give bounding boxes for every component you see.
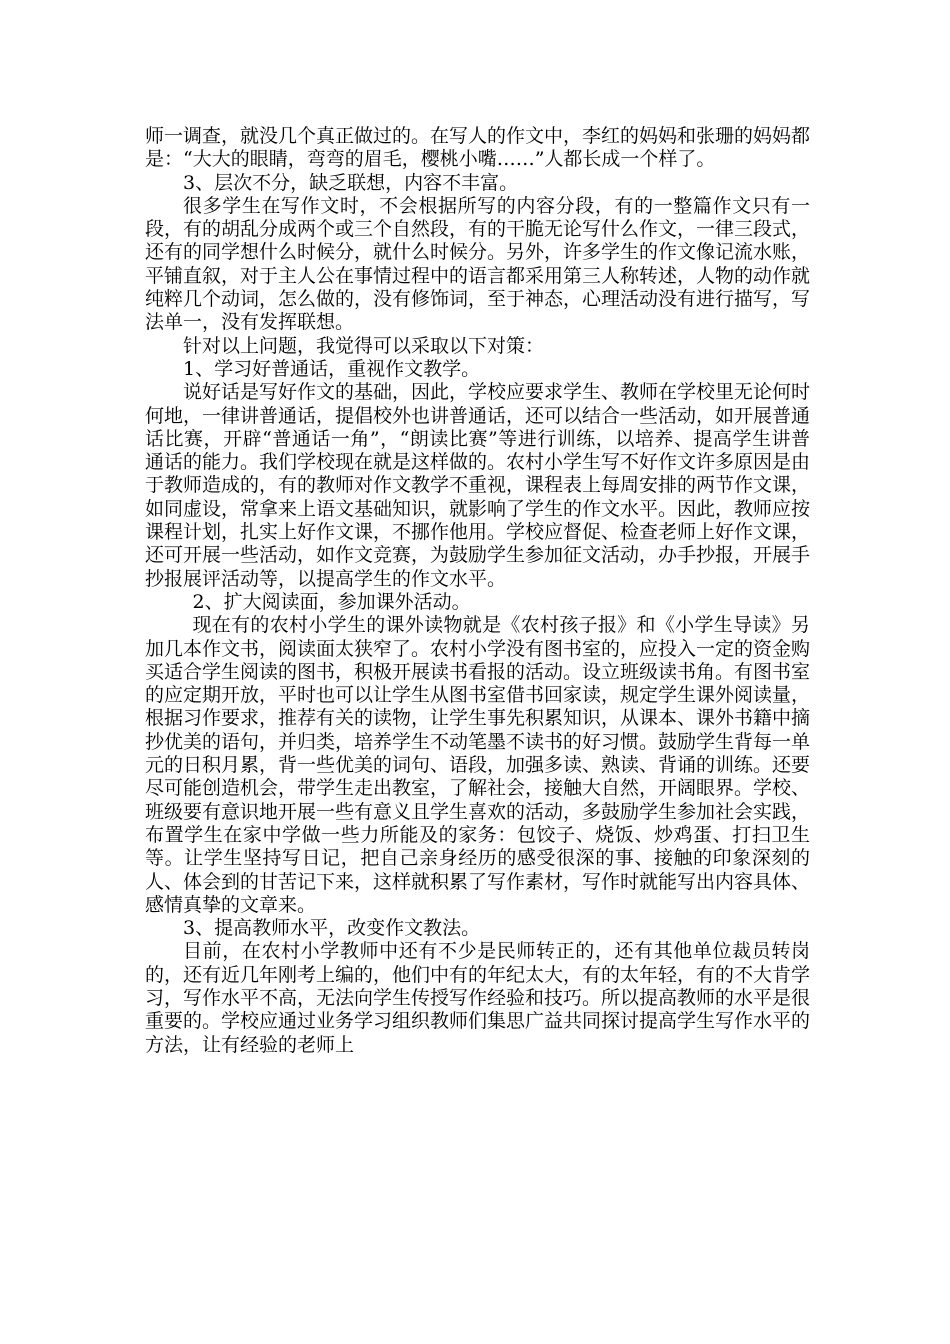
paragraph-measure-3: 目前，在农村小学教师中还有不少是民师转正的，还有其他单位裁员转岗的，还有近几年刚考上编的，他们中有的年纪太大，有的太年轻，有的不大肯学习，写作水平不高，无法向学生传授写作经验和技巧。所以提高教师的水平是很重要的。学校应通过业务学习组织教师们集思广益共同探讨提高学生写作水平的方法，让有经验的老师上 — [145, 940, 811, 1056]
paragraph-measure-2: 现在有的农村小学生的课外读物就是《农村孩子报》和《小学生导读》另加几本作文书，阅读面太狭窄了。农村小学没有图书室的，应投入一定的资金购买适合学生阅读的图书，积极开展读书看报的活动。设立班级读书角。有图书室的应定期开放，平时也可以让学生从图书室借书回家读，规定学生课外阅读量，根据习作要求，推荐有关的读物，让学生事先积累知识，从课本、课外书籍中摘抄优美的语句，并归类，培养学生不动笔墨不读书的好习惯。鼓励学生背每一单元的日积月累，背一些优美的词句、语段，加强多读、熟读、背诵的训练。还要尽可能创造机会，带学生走出教室，了解社会，接触大自然，开阔眼界。学校、班级要有意识地开展一些有意义且学生喜欢的活动，多鼓励学生参加社会实践，布置学生在家中学做一些力所能及的家务：包饺子、烧饭、炒鸡蛋、打扫卫生等。让学生坚持写日记，把自己亲身经历的感受很深的事、接触的印象深刻的人、体会到的甘苦记下来，这样就积累了写作素材，写作时就能写出内容具体、感情真挚的文章来。 — [145, 614, 811, 916]
heading-measure-3: 3、提高教师水平，改变作文教法。 — [183, 917, 481, 940]
paragraph-measure-1: 说好话是写好作文的基础，因此，学校应要求学生、教师在学校里无论何时何地，一律讲普通话，提倡校外也讲普通话，还可以结合一些活动，如开展普通话比赛，开辟“普通话一角”，“朗读比赛”等进行训练，以培养、提高学生讲普通话的能力。我们学校现在就是这样做的。农村小学生写不好作文许多原因是由于教师造成的，有的教师对作文教学不重视，课程表上每周安排的两节作文课，如同虚设，常拿来上语文基础知识，就影响了学生的作文水平。因此，教师应按课程计划，扎实上好作文课，不挪作他用。学校应督促、检查老师上好作文课，还可开展一些活动，如作文竞赛，为鼓励学生参加征文活动，办手抄报，开展手抄报展评活动等，以提高学生的作文水平。 — [145, 381, 811, 590]
paragraph-countermeasures-intro: 针对以上问题，我觉得可以采取以下对策： — [183, 334, 545, 357]
paragraph-structure-issues: 很多学生在写作文时，不会根据所写的内容分段，有的一整篇作文只有一段，有的胡乱分成两个或三个自然段，有的干脆无论写什么作文，一律三段式，还有的同学想什么时候分，就什么时候分。另外，许多学生的作文像记流水账，平铺直叙，对于主人公在事情过程中的语言都采用第三人称转述，人物的动作就纯粹几个动词，怎么做的，没有修饰词，至于神态，心理活动没有进行描写，写法单一，没有发挥联想。 — [145, 194, 811, 334]
heading-measure-2: 2、扩大阅读面，参加课外活动。 — [192, 590, 471, 613]
paragraph-continuation: 师一调查，就没几个真正做过的。在写人的作文中，李红的妈妈和张珊的妈妈都是：“大大的眼睛，弯弯的眉毛，樱桃小嘴……”人都长成一个样了。 — [145, 125, 811, 171]
heading-measure-1: 1、学习好普通话，重视作文教学。 — [183, 357, 481, 380]
heading-point-3-problems: 3、层次不分，缺乏联想，内容不丰富。 — [183, 171, 519, 194]
document-body — [145, 125, 810, 1057]
